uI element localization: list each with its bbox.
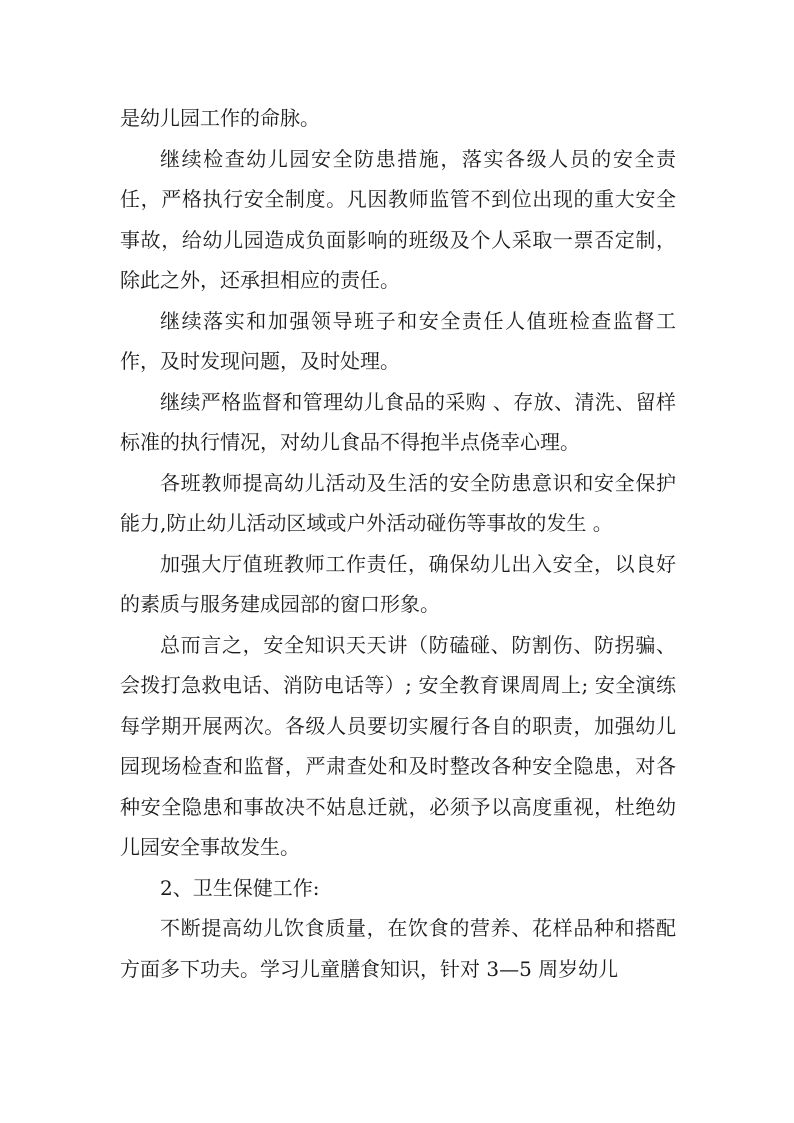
paragraph-summary: 总而言之，安全知识天天讲（防磕碰、防割伤、防拐骗、会拨打急救电话、消防电话等）; 安全教育课周周上; 安全演练每学期开展两次。各级人员要切实履行各自的职责，加强幼儿园现场检查和监督，严肃查处和及时整改各种安全隐患，对各种安全隐患和事故决不姑息迁就，必须予以高度重视，杜绝幼儿园安全事故发生。 [120,632,676,859]
paragraph-food-supervision: 继续严格监督和管理幼儿食品的采购 、存放、清洗、留样标准的执行情况，对幼儿食品不得抱半点侥幸心理。 [120,389,676,454]
paragraph-teacher-awareness: 各班教师提高幼儿活动及生活的安全防患意识和安全保护能力,防止幼儿活动区域或户外活动碰伤等事故的发生 。 [120,470,676,535]
paragraph-diet-quality: 不断提高幼儿饮食质量，在饮食的营养、花样品种和搭配方面多下功夫。学习儿童膳食知识，针对 3—5 周岁幼儿 [120,916,676,981]
paragraph-continuation: 是幼儿园工作的命脉。 [120,106,320,130]
paragraph-safety-check: 继续检查幼儿园安全防患措施，落实各级人员的安全责任，严格执行安全制度。凡因教师监管不到位出现的重大安全事故，给幼儿园造成负面影响的班级及个人采取一票否定制，除此之外，还承担相应的责任。 [120,146,676,292]
document-body [120,98,676,989]
section-heading-health: 2、卫生保健工作: [160,875,320,900]
paragraph-lobby-duty: 加强大厅值班教师工作责任，确保幼儿出入安全，以良好的素质与服务建成园部的窗口形象。 [120,551,676,616]
paragraph-leadership-duty: 继续落实和加强领导班子和安全责任人值班检查监督工作，及时发现问题，及时处理。 [120,308,676,373]
